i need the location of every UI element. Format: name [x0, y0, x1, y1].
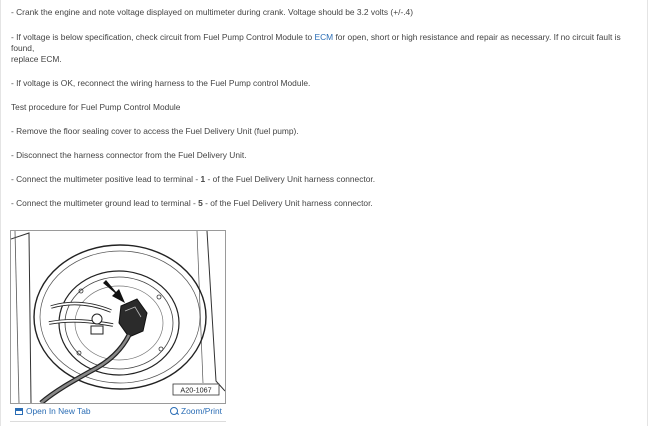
- step-positive-lead-pre: - Connect the multimeter positive lead to terminal -: [11, 174, 201, 184]
- step-crank-engine: - Crank the engine and note voltage displayed on multimeter during crank. Voltage should be 3.2 volts (+/-.4): [11, 7, 414, 17]
- step-remove-cover: - Remove the floor sealing cover to access the Fuel Delivery Unit (fuel pump).: [11, 126, 299, 136]
- footer-divider: [10, 421, 226, 422]
- zoom-print-label: Zoom/Print: [181, 406, 222, 416]
- page-left-border: [0, 0, 1, 426]
- step-positive-lead-post: - of the Fuel Delivery Unit harness connector.: [205, 174, 376, 184]
- ecm-link[interactable]: ECM: [314, 32, 334, 42]
- page-right-border: [647, 0, 648, 426]
- terminal-5: 5: [198, 198, 203, 208]
- floor-panel-edge: [15, 231, 19, 403]
- floor-panel-right-inner: [197, 231, 203, 383]
- floor-panel-left: [11, 233, 31, 403]
- step-positive-lead: [11, 174, 641, 185]
- open-in-new-tab-label: Open In New Tab: [26, 406, 91, 416]
- step-ground-lead: [11, 198, 641, 209]
- step-disconnect-harness: - Disconnect the harness connector from the Fuel Delivery Unit.: [11, 150, 247, 160]
- fuel-line-clip: [91, 326, 103, 334]
- magnifier-icon: [170, 407, 179, 416]
- figure-label: A20-1067: [180, 385, 212, 395]
- zoom-print-link[interactable]: [170, 404, 222, 418]
- figure-footer: [10, 404, 226, 418]
- procedure-content: [11, 7, 641, 222]
- tab-icon: [15, 408, 23, 415]
- step-below-spec-post: for open, short or high resistance and repair as necessary. If no circuit fault is found,: [11, 32, 621, 53]
- section-title: Test procedure for Fuel Pump Control Module: [11, 102, 181, 112]
- terminal-1: 1: [200, 174, 206, 184]
- fuel-delivery-unit-figure: [10, 230, 226, 404]
- fuel-line-fitting: [92, 314, 102, 324]
- step-below-spec: [11, 32, 641, 65]
- fuel-pump-illustration: [11, 231, 225, 403]
- floor-panel-right: [207, 231, 225, 391]
- step-ground-lead-pre: - Connect the multimeter ground lead to terminal -: [11, 198, 199, 208]
- step-ground-lead-post: - of the Fuel Delivery Unit harness connector.: [202, 198, 373, 208]
- step-voltage-ok: - If voltage is OK, reconnect the wiring harness to the Fuel Pump control Module.: [11, 78, 311, 88]
- step-below-spec-pre: - If voltage is below specification, check circuit from Fuel Pump Control Module to: [11, 32, 315, 42]
- open-in-new-tab-link[interactable]: [15, 404, 91, 418]
- step-below-spec-line2: replace ECM.: [11, 54, 62, 64]
